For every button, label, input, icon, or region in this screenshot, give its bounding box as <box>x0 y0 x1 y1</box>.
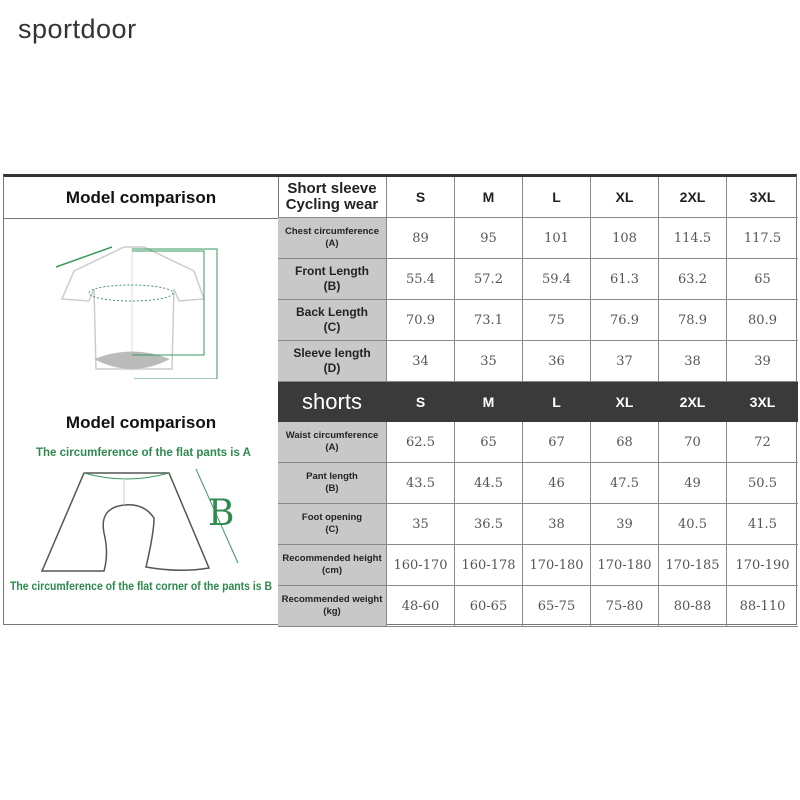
row-label-text: Foot opening <box>301 512 363 524</box>
model-comparison-panel <box>4 177 279 624</box>
table-cell: 55.4 <box>387 259 455 300</box>
table-cell: 89 <box>387 218 455 259</box>
jersey-header-label <box>278 177 387 218</box>
table-cell: 117.5 <box>727 218 798 259</box>
table-cell: 35 <box>387 504 455 545</box>
jersey-header-line1: Short sleeve <box>287 180 377 198</box>
table-cell: 65 <box>455 422 523 463</box>
size-chart <box>3 174 797 625</box>
table-cell: 75-80 <box>591 586 659 627</box>
model-comparison-heading: Model comparison <box>4 177 278 219</box>
table-cell: 38 <box>659 341 727 382</box>
caption-b: The circumference of the flat corner of the pants is B <box>10 581 272 593</box>
table-cell: 50.5 <box>727 463 798 504</box>
table-cell: 39 <box>591 504 659 545</box>
table-cell: 63.2 <box>659 259 727 300</box>
table-cell: 39 <box>727 341 798 382</box>
table-cell: 37 <box>591 341 659 382</box>
row-label <box>278 504 387 545</box>
size-header: L <box>523 177 591 218</box>
table-cell: 40.5 <box>659 504 727 545</box>
table-cell: 108 <box>591 218 659 259</box>
row-label-sub: (cm) <box>321 565 343 576</box>
size-header: M <box>455 177 523 218</box>
jersey-diagram <box>4 219 278 379</box>
table-cell: 88-110 <box>727 586 798 627</box>
row-label-sub: (C) <box>325 524 339 535</box>
table-cell: 80.9 <box>727 300 798 341</box>
row-label-text: Sleeve length <box>293 346 371 360</box>
table-cell: 36 <box>523 341 591 382</box>
table-cell: 43.5 <box>387 463 455 504</box>
table-cell: 60-65 <box>455 586 523 627</box>
row-label-text: Recommended height <box>282 553 382 565</box>
table-cell: 59.4 <box>523 259 591 300</box>
row-label <box>278 586 387 627</box>
table-cell: 114.5 <box>659 218 727 259</box>
table-cell: 160-178 <box>455 545 523 586</box>
table-cell: 41.5 <box>727 504 798 545</box>
table-cell: 160-170 <box>387 545 455 586</box>
row-label-text: Recommended weight <box>281 594 383 606</box>
row-label-sub: (kg) <box>323 606 341 617</box>
row-label <box>278 259 387 300</box>
table-cell: 170-185 <box>659 545 727 586</box>
row-label <box>278 218 387 259</box>
row-label-sub: (A) <box>325 442 339 453</box>
row-label <box>278 300 387 341</box>
brand-logo: sportdoor <box>18 14 137 44</box>
table-cell: 76.9 <box>591 300 659 341</box>
size-header: XL <box>591 177 659 218</box>
table-cell: 35 <box>455 341 523 382</box>
table-cell: 73.1 <box>455 300 523 341</box>
size-header: XL <box>591 382 659 422</box>
table-cell: 36.5 <box>455 504 523 545</box>
row-label-text: Front Length <box>295 264 369 278</box>
row-label-text: Pant length <box>306 471 358 483</box>
row-label-text: Chest circumference <box>285 226 379 238</box>
size-header: 3XL <box>727 382 798 422</box>
row-label <box>278 463 387 504</box>
size-header: L <box>523 382 591 422</box>
table-cell: 101 <box>523 218 591 259</box>
model-comparison-heading-shorts: Model comparison <box>65 413 217 432</box>
row-label-sub: (A) <box>325 238 339 249</box>
table-cell: 75 <box>523 300 591 341</box>
size-header: 2XL <box>659 382 727 422</box>
table-cell: 62.5 <box>387 422 455 463</box>
row-label <box>278 545 387 586</box>
table-cell: 170-180 <box>591 545 659 586</box>
size-header: M <box>455 382 523 422</box>
table-cell: 170-180 <box>523 545 591 586</box>
row-label-text: Waist circumference <box>285 430 379 442</box>
size-header: S <box>387 177 455 218</box>
table-cell: 68 <box>591 422 659 463</box>
table-cell: 72 <box>727 422 798 463</box>
table-cell: 61.3 <box>591 259 659 300</box>
row-label-sub: (D) <box>323 361 341 375</box>
row-label-text: Back Length <box>295 305 368 319</box>
table-cell: 46 <box>523 463 591 504</box>
table-cell: 70 <box>659 422 727 463</box>
table-cell: 95 <box>455 218 523 259</box>
table-cell: 65 <box>727 259 798 300</box>
table-cell: 49 <box>659 463 727 504</box>
size-header: 3XL <box>727 177 798 218</box>
row-label <box>278 341 387 382</box>
row-label-sub: (C) <box>323 320 341 334</box>
table-cell: 70.9 <box>387 300 455 341</box>
table-cell: 67 <box>523 422 591 463</box>
size-header: 2XL <box>659 177 727 218</box>
row-label <box>278 422 387 463</box>
size-table <box>278 177 798 627</box>
row-label-sub: (B) <box>325 483 339 494</box>
table-cell: 65-75 <box>523 586 591 627</box>
jersey-header-line2: Cycling wear <box>285 196 379 213</box>
table-cell: 48-60 <box>387 586 455 627</box>
shorts-header-label: shorts <box>278 382 387 422</box>
table-cell: 170-190 <box>727 545 798 586</box>
table-cell: 47.5 <box>591 463 659 504</box>
table-cell: 57.2 <box>455 259 523 300</box>
table-cell: 78.9 <box>659 300 727 341</box>
caption-a: The circumference of the flat pants is A <box>36 447 251 459</box>
table-cell: 34 <box>387 341 455 382</box>
table-cell: 44.5 <box>455 463 523 504</box>
table-cell: 38 <box>523 504 591 545</box>
diagram-letter-b: B <box>208 493 235 534</box>
row-label-sub: (B) <box>323 279 341 293</box>
size-header: S <box>387 382 455 422</box>
shorts-diagram <box>4 463 278 583</box>
table-cell: 80-88 <box>659 586 727 627</box>
